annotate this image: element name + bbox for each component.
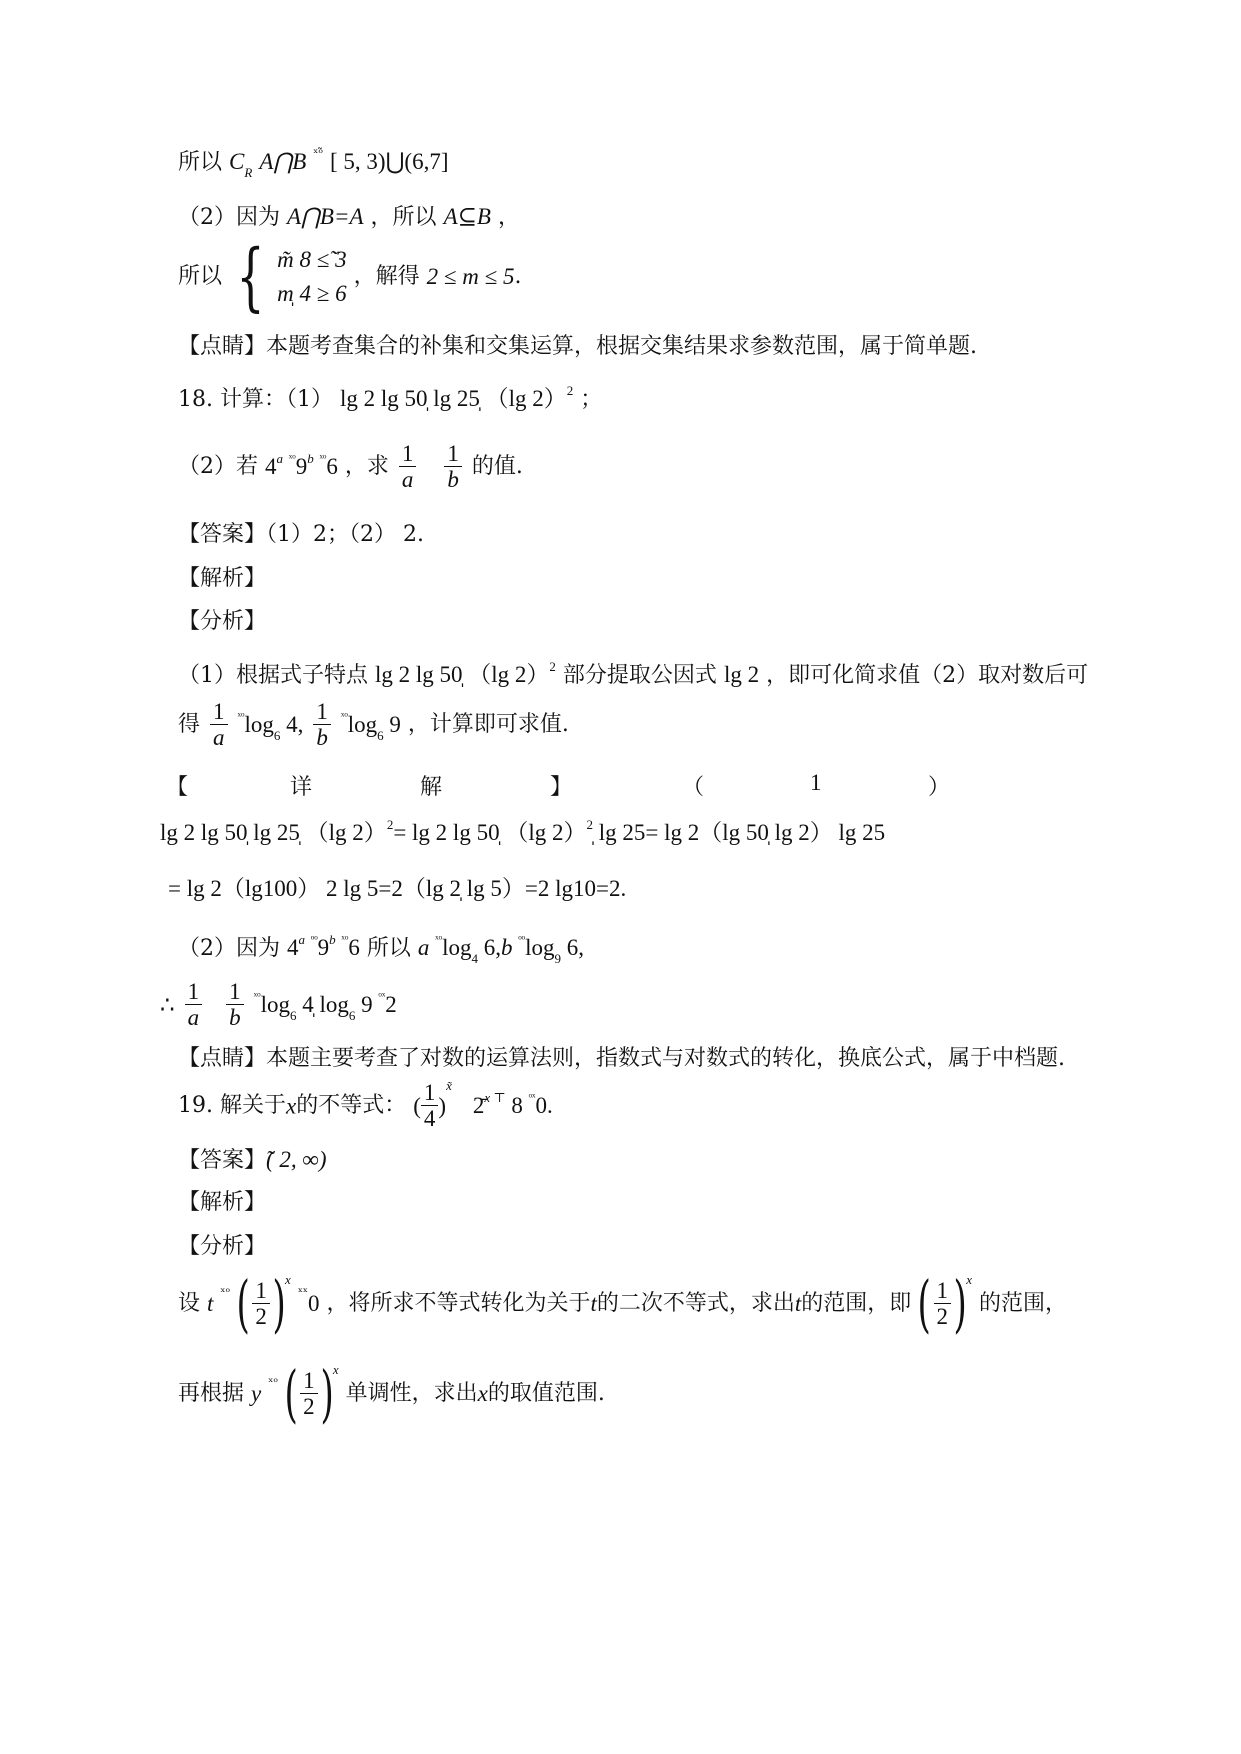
- math: $^{ˣᵒ}\log_6$ 9: [340, 709, 401, 744]
- left-brace: {: [236, 234, 265, 320]
- text: 【点睛】本题主要考查了对数的运算法则，指数式与对数式的转化，换底公式，属于中档题.: [178, 1046, 1065, 1071]
- math: x: [966, 1272, 972, 1287]
- line-q19: 19. 解关于x的不等式： ( $\frac{1}{4}$ )$^{x̃}$ 2̄$^{x ⊤}$ 8 $^{ᵒˣ}$0.: [178, 1078, 553, 1132]
- math: 2 ≤ m ≤ 5: [426, 264, 515, 290]
- math: = lg 2 lg 50̩ （lg 2）: [393, 820, 587, 845]
- bracket: （: [682, 775, 705, 800]
- line-fenxi-header-2: [178, 1234, 266, 1260]
- text: 的二次不等式，求出: [596, 1290, 795, 1316]
- math: t: [590, 1291, 597, 1317]
- text: （2）若: [178, 454, 258, 480]
- fraction: $\frac{1}{b}$: [226, 980, 244, 1030]
- text: 【解析】: [178, 566, 267, 591]
- left-paren: (: [236, 1267, 250, 1340]
- text: ，计算即可求值.: [407, 712, 569, 738]
- fraction: $\frac{1}{a}$: [210, 700, 228, 750]
- line-detail-1: [160, 819, 885, 847]
- text: 19. 解关于: [178, 1093, 286, 1119]
- math: 4$^a$ $^{ˣᵒ}$9$^b$ $^{ˣᵒ}$6: [265, 451, 338, 480]
- math: 2̄$^{x ⊤}$ 8 $^{ᵒˣ}$0.: [472, 1090, 553, 1119]
- text: ，解得: [353, 263, 420, 289]
- math: t: [794, 1291, 802, 1317]
- text: 【解析】: [178, 1190, 267, 1215]
- math: A⋂B=A: [287, 204, 364, 229]
- line-analysis-header-2: [178, 1190, 266, 1216]
- text: 的取值范围.: [487, 1380, 605, 1406]
- text: 【点睛】本题考查集合的补集和交集运算，根据交集结果求参数范围，属于简单题.: [178, 334, 977, 359]
- text: 【答案】（1）2；（2） 2.: [178, 522, 424, 547]
- text: 18. 计算：（1）: [178, 387, 333, 412]
- line-answer-q19: [178, 1146, 326, 1174]
- text: 部分提取公因式: [562, 663, 717, 688]
- system-row: m̩ 4 ≥ 6: [277, 281, 347, 306]
- text: 【答案】: [178, 1148, 267, 1173]
- line-detail-2: [168, 875, 626, 903]
- line-comment-2: [178, 1046, 1065, 1072]
- bracket: ）: [928, 775, 951, 800]
- math: 2: [566, 383, 574, 398]
- math: 2: [549, 659, 556, 674]
- math: lg 2 lg 50̩ lg 25̩ （lg 2）: [339, 386, 567, 411]
- math: t: [207, 1291, 214, 1317]
- text: 再根据: [178, 1380, 245, 1406]
- text: .: [514, 263, 522, 289]
- text: 【分析】: [178, 1234, 267, 1259]
- fraction: $\frac{1}{a}$: [399, 442, 417, 492]
- math: 2: [586, 817, 593, 832]
- left-paren: (: [917, 1267, 932, 1340]
- therefore-symbol: ∴: [160, 992, 175, 1018]
- line-answer: [178, 522, 424, 548]
- line-q18-part1: [178, 385, 602, 413]
- fraction: $\frac{1}{b}$: [444, 442, 462, 492]
- fraction: $\frac{1}{a}$: [185, 980, 203, 1030]
- text: ；: [580, 387, 603, 412]
- math: ̩ lg 25= lg 2（lg 50̩ lg 2） lg 25: [592, 820, 886, 845]
- math: 2: [386, 817, 394, 832]
- text: 所以: [178, 150, 223, 175]
- text: ，将所求不等式转化为关于: [326, 1290, 591, 1316]
- math: a $^{ˣᵒ}\log_4$ 6,b $^{ᵒᵒ}\log_9$ 6,: [417, 932, 585, 966]
- text: ，: [497, 205, 520, 230]
- text: 详: [290, 775, 313, 800]
- math: x: [477, 1381, 488, 1407]
- text: 单调性，求出: [345, 1380, 478, 1406]
- math: ̃( 2, ∞): [266, 1147, 327, 1172]
- garbled-glyph: ˣᵒ̃: [313, 146, 323, 160]
- math: 0: [307, 1291, 320, 1317]
- fraction: $\frac{1}{4}$: [421, 1081, 439, 1131]
- line-fenxi-header: [178, 609, 266, 635]
- text: （2）因为: [178, 936, 280, 961]
- text: 所以: [178, 263, 223, 289]
- line-part2-condition: [178, 203, 520, 231]
- text: 的值.: [471, 454, 523, 480]
- line-detail-4: [160, 980, 397, 1030]
- text: 解: [420, 775, 443, 800]
- fraction: $\frac{1}{2}$: [300, 1369, 318, 1419]
- math: x: [332, 1362, 339, 1377]
- math: R: [244, 165, 253, 180]
- right-paren: ): [272, 1267, 286, 1340]
- text: （1）根据式子特点: [178, 663, 368, 688]
- line-q19-analysis-1: 设 t $^{ˣᵒ}$ ( $\frac{1}{2}$ )$^x$ $^{ˣˣ}$0 ，将所求不等式转化为关于t的二次不等式，求出t的范围，即 ( $\frac{1}{2}$ )$^x$ 的范围，: [178, 1267, 1068, 1340]
- bracket: 【: [166, 775, 189, 800]
- line-analysis-2: [178, 700, 569, 750]
- text: 所以: [366, 936, 411, 961]
- line-complement-result: [178, 146, 449, 180]
- text: 的不等式：: [296, 1093, 407, 1119]
- line-q18-part2: [178, 442, 523, 492]
- right-paren: ): [953, 1267, 967, 1340]
- text: ，所以: [370, 205, 437, 230]
- math: lg 2 lg 50̩ lg 25̩ （lg 2）: [160, 820, 387, 845]
- text: 的范围，即: [801, 1290, 912, 1316]
- line-detail-3: [178, 932, 585, 966]
- math: x: [285, 1272, 291, 1287]
- math: y: [251, 1381, 262, 1407]
- system-row: m̃ 8 ≤̃ 3: [277, 246, 347, 272]
- fraction: $\frac{1}{2}$: [252, 1279, 270, 1329]
- system-rows: [277, 243, 346, 312]
- math: A⋂B: [259, 149, 307, 174]
- line-comment-1: [178, 334, 977, 360]
- fraction: $\frac{1}{2}$: [934, 1279, 952, 1329]
- math: C: [229, 149, 245, 174]
- text: 得: [178, 712, 201, 738]
- line-analysis-1: [178, 661, 1088, 689]
- math: lg 2: [723, 662, 760, 687]
- math: x: [285, 1093, 297, 1119]
- text: 【分析】: [178, 609, 267, 634]
- line-analysis-header: [178, 566, 266, 592]
- text: 1: [810, 770, 822, 795]
- right-paren: ): [320, 1357, 334, 1430]
- line-system: [178, 234, 522, 320]
- text: 的范围，: [979, 1290, 1068, 1316]
- line-q19-analysis-2: 再根据 y $^{ˣᵒ}$ ( $\frac{1}{2}$ )$^x$ 单调性，求出x的取值范围.: [178, 1357, 605, 1430]
- left-paren: (: [284, 1357, 298, 1430]
- text: 设: [178, 1290, 201, 1316]
- math: [ 5, 3)⋃(6,7]: [330, 149, 449, 174]
- fraction: $\frac{1}{b}$: [313, 700, 331, 750]
- text: ，求: [344, 454, 389, 480]
- bracket: 】: [550, 775, 573, 800]
- math: A⊆B: [443, 204, 491, 229]
- math: = lg 2（lg100） 2 lg 5=2（lg 2̩ lg 5）=2 lg10=2.: [168, 876, 627, 901]
- text: ，即可化简求值（2）取对数后可: [766, 663, 1089, 688]
- math: lg 2 lg 50̩ （lg 2）: [375, 662, 550, 687]
- math: 4$^a$ $^{ᵒᵒ}$9$^b$ $^{ˣᵒ}$6: [287, 932, 360, 960]
- math: x̃: [446, 1078, 452, 1094]
- math: $^{ˣᵒ}\log_6$ 4̩ $\log_6 9$ $^{ᵒˣ}$2: [253, 989, 397, 1024]
- text: （2）因为: [178, 205, 280, 230]
- math: $^{ˣᵒ}\log_6$ 4,: [237, 709, 304, 744]
